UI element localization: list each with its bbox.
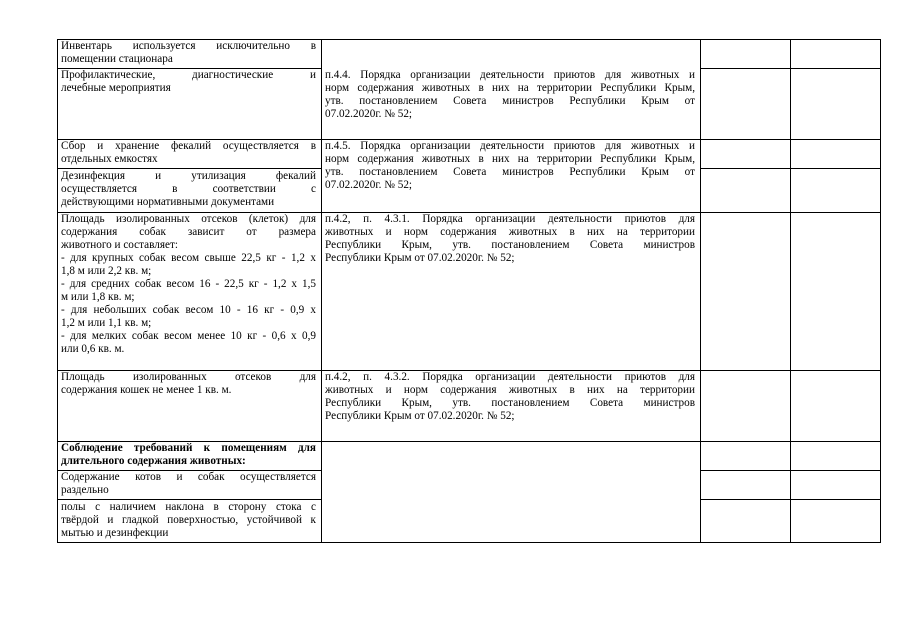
text-line: норм содержания животных в них на территории Республики Крым, [325, 82, 695, 94]
text-line: длительного содержания животных: [61, 455, 246, 467]
text-line: помещении стационара [61, 53, 173, 65]
text-line: Республики Крым от 07.02.2020г. № 52; [325, 252, 515, 264]
requirement-cell [61, 213, 316, 356]
text-line: 07.02.2020г. № 52; [325, 108, 413, 120]
text-line: действующими нормативными документами [61, 196, 275, 208]
requirement-cell [61, 501, 316, 540]
text-line: 1,2 м или 1,1 кв. м; [61, 317, 152, 329]
text-line: животного и составляет: [61, 239, 178, 251]
text-line: - для средних собак весом 16 - 22,5 кг - 1,2 х 1,5 [61, 278, 316, 290]
text-line: Сбор и хранение фекалий осуществляется в [61, 140, 316, 152]
text-line: Дезинфекция и утилизация фекалий [61, 170, 316, 182]
text-line: мытью и дезинфекции [61, 527, 169, 539]
reference-cell [325, 69, 695, 121]
section-heading-cell [61, 442, 316, 468]
text-line: п.4.4. Порядка организации деятельности приютов для животных и [325, 69, 695, 81]
text-line: Площадь изолированных отсеков для [61, 371, 316, 383]
text-line: - для небольших собак весом 10 - 16 кг - 0,9 х [61, 304, 316, 316]
text-line: животных и норм содержания животных в них на территории [325, 226, 695, 238]
text-line: 07.02.2020г. № 52; [325, 179, 413, 191]
text-line: Республики Крым от 07.02.2020г. № 52; [325, 410, 515, 422]
text-line: Соблюдение требований к помещениям для [61, 442, 316, 454]
text-line: или 0,6 кв. м. [61, 343, 125, 355]
text-line: Содержание котов и собак осуществляется [61, 471, 316, 483]
text-line: Республики Крым, утв. постановлением Совета министров [325, 239, 695, 251]
text-line: 1,8 м или 2,2 кв. м; [61, 265, 152, 277]
text-line: Площадь изолированных отсеков (клеток) для [61, 213, 316, 225]
reference-cell [325, 371, 695, 423]
text-line: Республики Крым, утв. постановлением Совета министров [325, 397, 695, 409]
text-line: утв. постановлением Совета министров Республики Крым от [325, 95, 695, 107]
text-line: утв. постановлением Совета министров Республики Крым от [325, 166, 695, 178]
text-line: полы с наличием наклона в сторону стока с [61, 501, 316, 513]
text-line: - для мелких собак весом менее 10 кг - 0,6 х 0,9 [61, 330, 316, 342]
text-line: твёрдой и гладкой поверхностью, устойчивой к [61, 514, 316, 526]
text-line: норм содержания животных в них на территории Республики Крым, [325, 153, 695, 165]
text-line: п.4.2, п. 4.3.2. Порядка организации деятельности приютов для [325, 371, 695, 383]
requirement-cell [61, 170, 316, 209]
text-line: м или 1,8 кв. м; [61, 291, 135, 303]
requirement-cell [61, 69, 316, 95]
text-line: раздельно [61, 484, 109, 496]
requirement-cell [61, 371, 316, 397]
text-line: п.4.2, п. 4.3.1. Порядка организации деятельности приютов для [325, 213, 695, 225]
text-line: п.4.5. Порядка организации деятельности приютов для животных и [325, 140, 695, 152]
text-line: отдельных емкостях [61, 153, 158, 165]
text-line: Инвентарь используется исключительно в [61, 40, 316, 52]
requirement-cell [61, 140, 316, 166]
text-line: лечебные мероприятия [61, 82, 171, 94]
text-line: - для крупных собак весом свыше 22,5 кг - 1,2 х [61, 252, 316, 264]
text-line: животных и норм содержания животных в них на территории [325, 384, 695, 396]
requirement-cell [61, 40, 316, 66]
text-line: Профилактические, диагностические и [61, 69, 316, 81]
reference-cell [325, 140, 695, 192]
reference-cell [325, 213, 695, 265]
text-line: содержания кошек не менее 1 кв. м. [61, 384, 232, 396]
text-line: содержания собак зависит от размера [61, 226, 316, 238]
requirement-cell [61, 471, 316, 497]
text-line: осуществляется в соответствии с [61, 183, 316, 195]
